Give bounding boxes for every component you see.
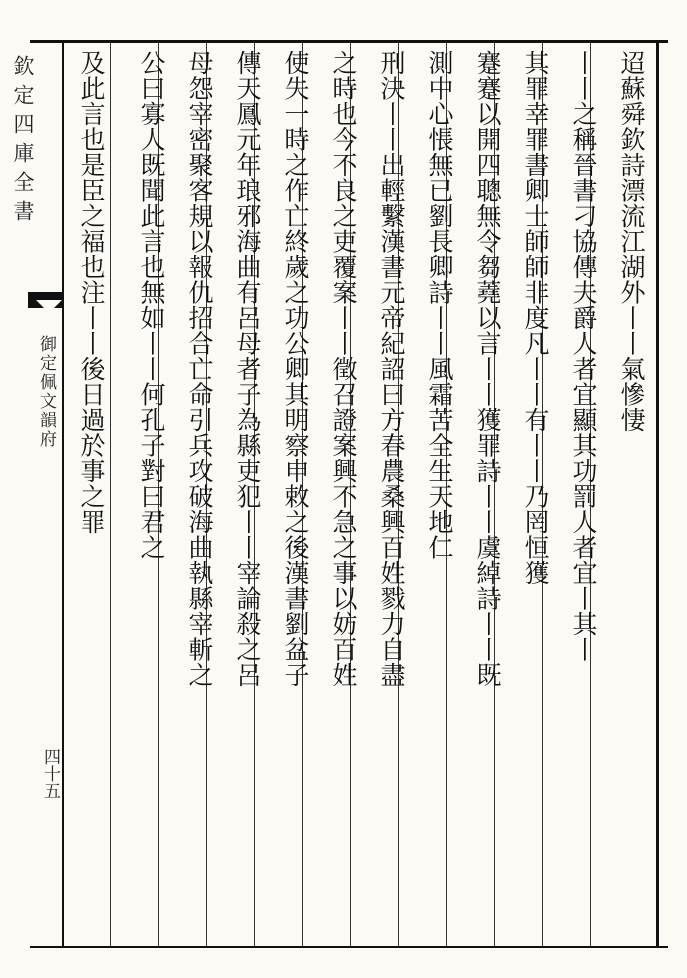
column-text: 使失一時之作亡終歲之功公卿其明察申敕之後漢書劉盆子 bbox=[281, 50, 310, 688]
text-column-4 bbox=[466, 50, 508, 945]
margin-book-title: 欽定四庫全書 bbox=[11, 55, 35, 229]
text-column-3 bbox=[514, 50, 556, 945]
text-column-5 bbox=[418, 50, 460, 945]
column-text: 其罪幸罪書卿士師師非度凡丨丨有丨丨乃罔恒獲 bbox=[521, 50, 550, 586]
top-border-rule bbox=[30, 40, 668, 43]
text-column-11 bbox=[130, 50, 172, 945]
text-column-6 bbox=[370, 50, 412, 945]
column-text: 之時也今不良之吏覆案丨丨徵召證案興不急之事以妨百姓 bbox=[329, 50, 358, 688]
right-frame-line bbox=[656, 40, 659, 948]
fish-tail-notch bbox=[36, 300, 62, 313]
text-column-9 bbox=[226, 50, 268, 945]
text-column-12 bbox=[70, 50, 112, 945]
column-text: 蹇蹇以開四聰無令芻蕘以言丨丨獲罪詩丨丨虞綽詩丨丨既 bbox=[473, 50, 502, 688]
column-text: 丨丨之稱晉書刁協傳夫爵人者宜顯其功罰人者宜丨其丨 bbox=[569, 50, 598, 662]
margin-sub-title: 御定佩文韻府 bbox=[36, 335, 56, 449]
page-number: 四十五 bbox=[40, 748, 60, 799]
column-text: 傳天鳳元年琅邪海曲有呂母者子為縣吏犯丨丨宰論殺之呂 bbox=[233, 50, 262, 688]
column-text: 公曰寡人既聞此言也無如丨丨何孔子對曰君之 bbox=[137, 50, 166, 560]
text-column-7 bbox=[322, 50, 364, 945]
text-column-8 bbox=[274, 50, 316, 945]
column-text: 刑決丨丨出輕繫漢書元帝紀詔曰方春農桑興百姓戮力自盡 bbox=[377, 50, 406, 688]
bottom-border-rule bbox=[30, 946, 668, 948]
column-text: 迢蘇舜欽詩漂流江湖外丨丨氣慘悽 bbox=[617, 50, 646, 433]
text-column-2 bbox=[562, 50, 604, 945]
column-text: 母怨宰密聚客規以報仇招合亡命引兵攻破海曲執縣宰斬之 bbox=[185, 50, 214, 688]
text-column-1 bbox=[610, 50, 652, 945]
left-frame-line bbox=[62, 40, 64, 948]
column-text: 測中心悵無已劉長卿詩丨丨風霜苦全生天地仁 bbox=[425, 50, 454, 560]
column-text: 及此言也是臣之福也注丨丨後日過於事之罪 bbox=[77, 50, 106, 535]
text-column-10 bbox=[178, 50, 220, 945]
